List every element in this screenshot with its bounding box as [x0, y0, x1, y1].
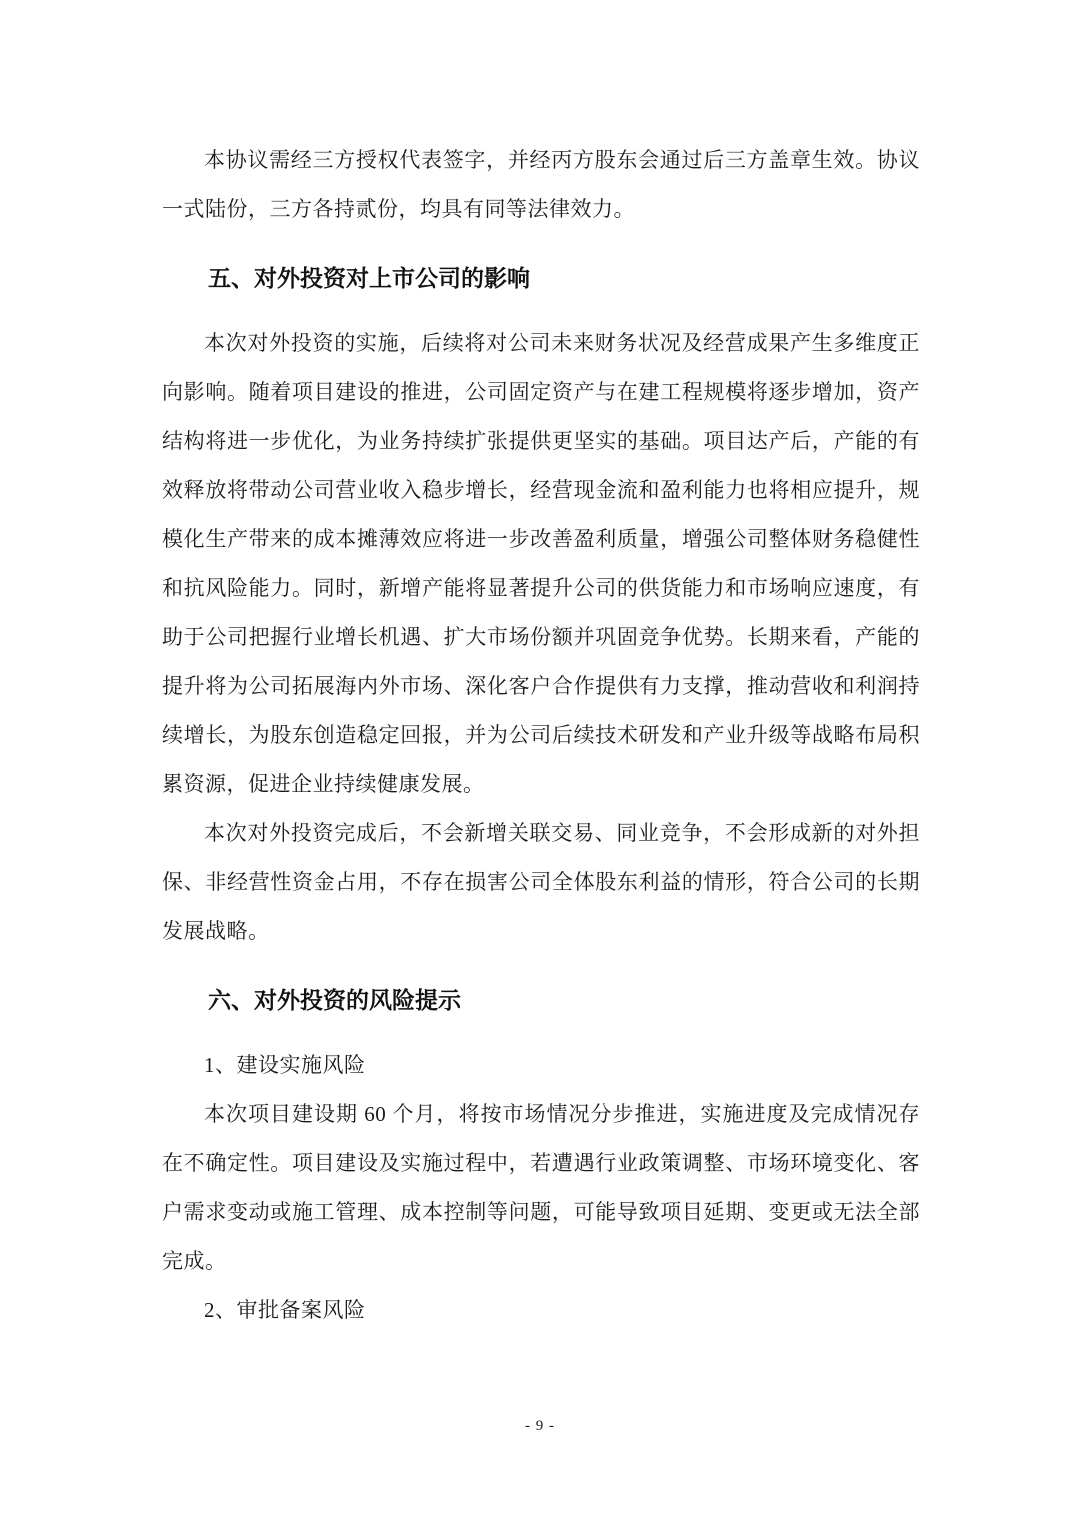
- paragraph-no-related-transactions: 本次对外投资完成后，不会新增关联交易、同业竞争，不会形成新的对外担保、非经营性资金占用，不存在损害公司全体股东利益的情形，符合公司的长期发展战略。: [162, 821, 920, 943]
- section-heading-risk: 六、对外投资的风险提示: [208, 987, 461, 1013]
- risk-item-approval: 2、审批备案风险: [204, 1298, 366, 1322]
- paragraph-investment-impact: 本次对外投资的实施，后续将对公司未来财务状况及经营成果产生多维度正向影响。随着项目建设的推进，公司固定资产与在建工程规模将逐步增加，资产结构将进一步优化，为业务持续扩张提供更坚实的基础。项目达产后，产能的有效释放将带动公司营业收入稳步增长，经营现金流和盈利能力也将相应提升，规模化生产带来的成本摊薄效应将进一步改善盈利质量，增强公司整体财务稳健性和抗风险能力。同时，新增产能将显著提升公司的供货能力和市场响应速度，有助于公司把握行业增长机遇、扩大市场份额并巩固竞争优势。长期来看，产能的提升将为公司拓展海内外市场、深化客户合作提供有力支撑，推动营收和利润持续增长，为股东创造稳定回报，并为公司后续技术研发和产业升级等战略布局积累资源，促进企业持续健康发展。: [162, 331, 920, 796]
- risk-item-construction: 1、建设实施风险: [204, 1053, 366, 1077]
- paragraph-construction-risk: 本次项目建设期 60 个月，将按市场情况分步推进，实施进度及完成情况存在不确定性。项目建设及实施过程中，若遭遇行业政策调整、市场环境变化、客户需求变动或施工管理、成本控制等问题，可能导致项目延期、变更或无法全部完成。: [162, 1102, 920, 1273]
- document-content: [162, 136, 920, 1335]
- paragraph-agreement-effectiveness: 本协议需经三方授权代表签字，并经丙方股东会通过后三方盖章生效。协议一式陆份，三方各持贰份，均具有同等法律效力。: [162, 148, 920, 221]
- section-heading-impact: 五、对外投资对上市公司的影响: [208, 265, 530, 291]
- page-number: - 9 -: [525, 1418, 555, 1434]
